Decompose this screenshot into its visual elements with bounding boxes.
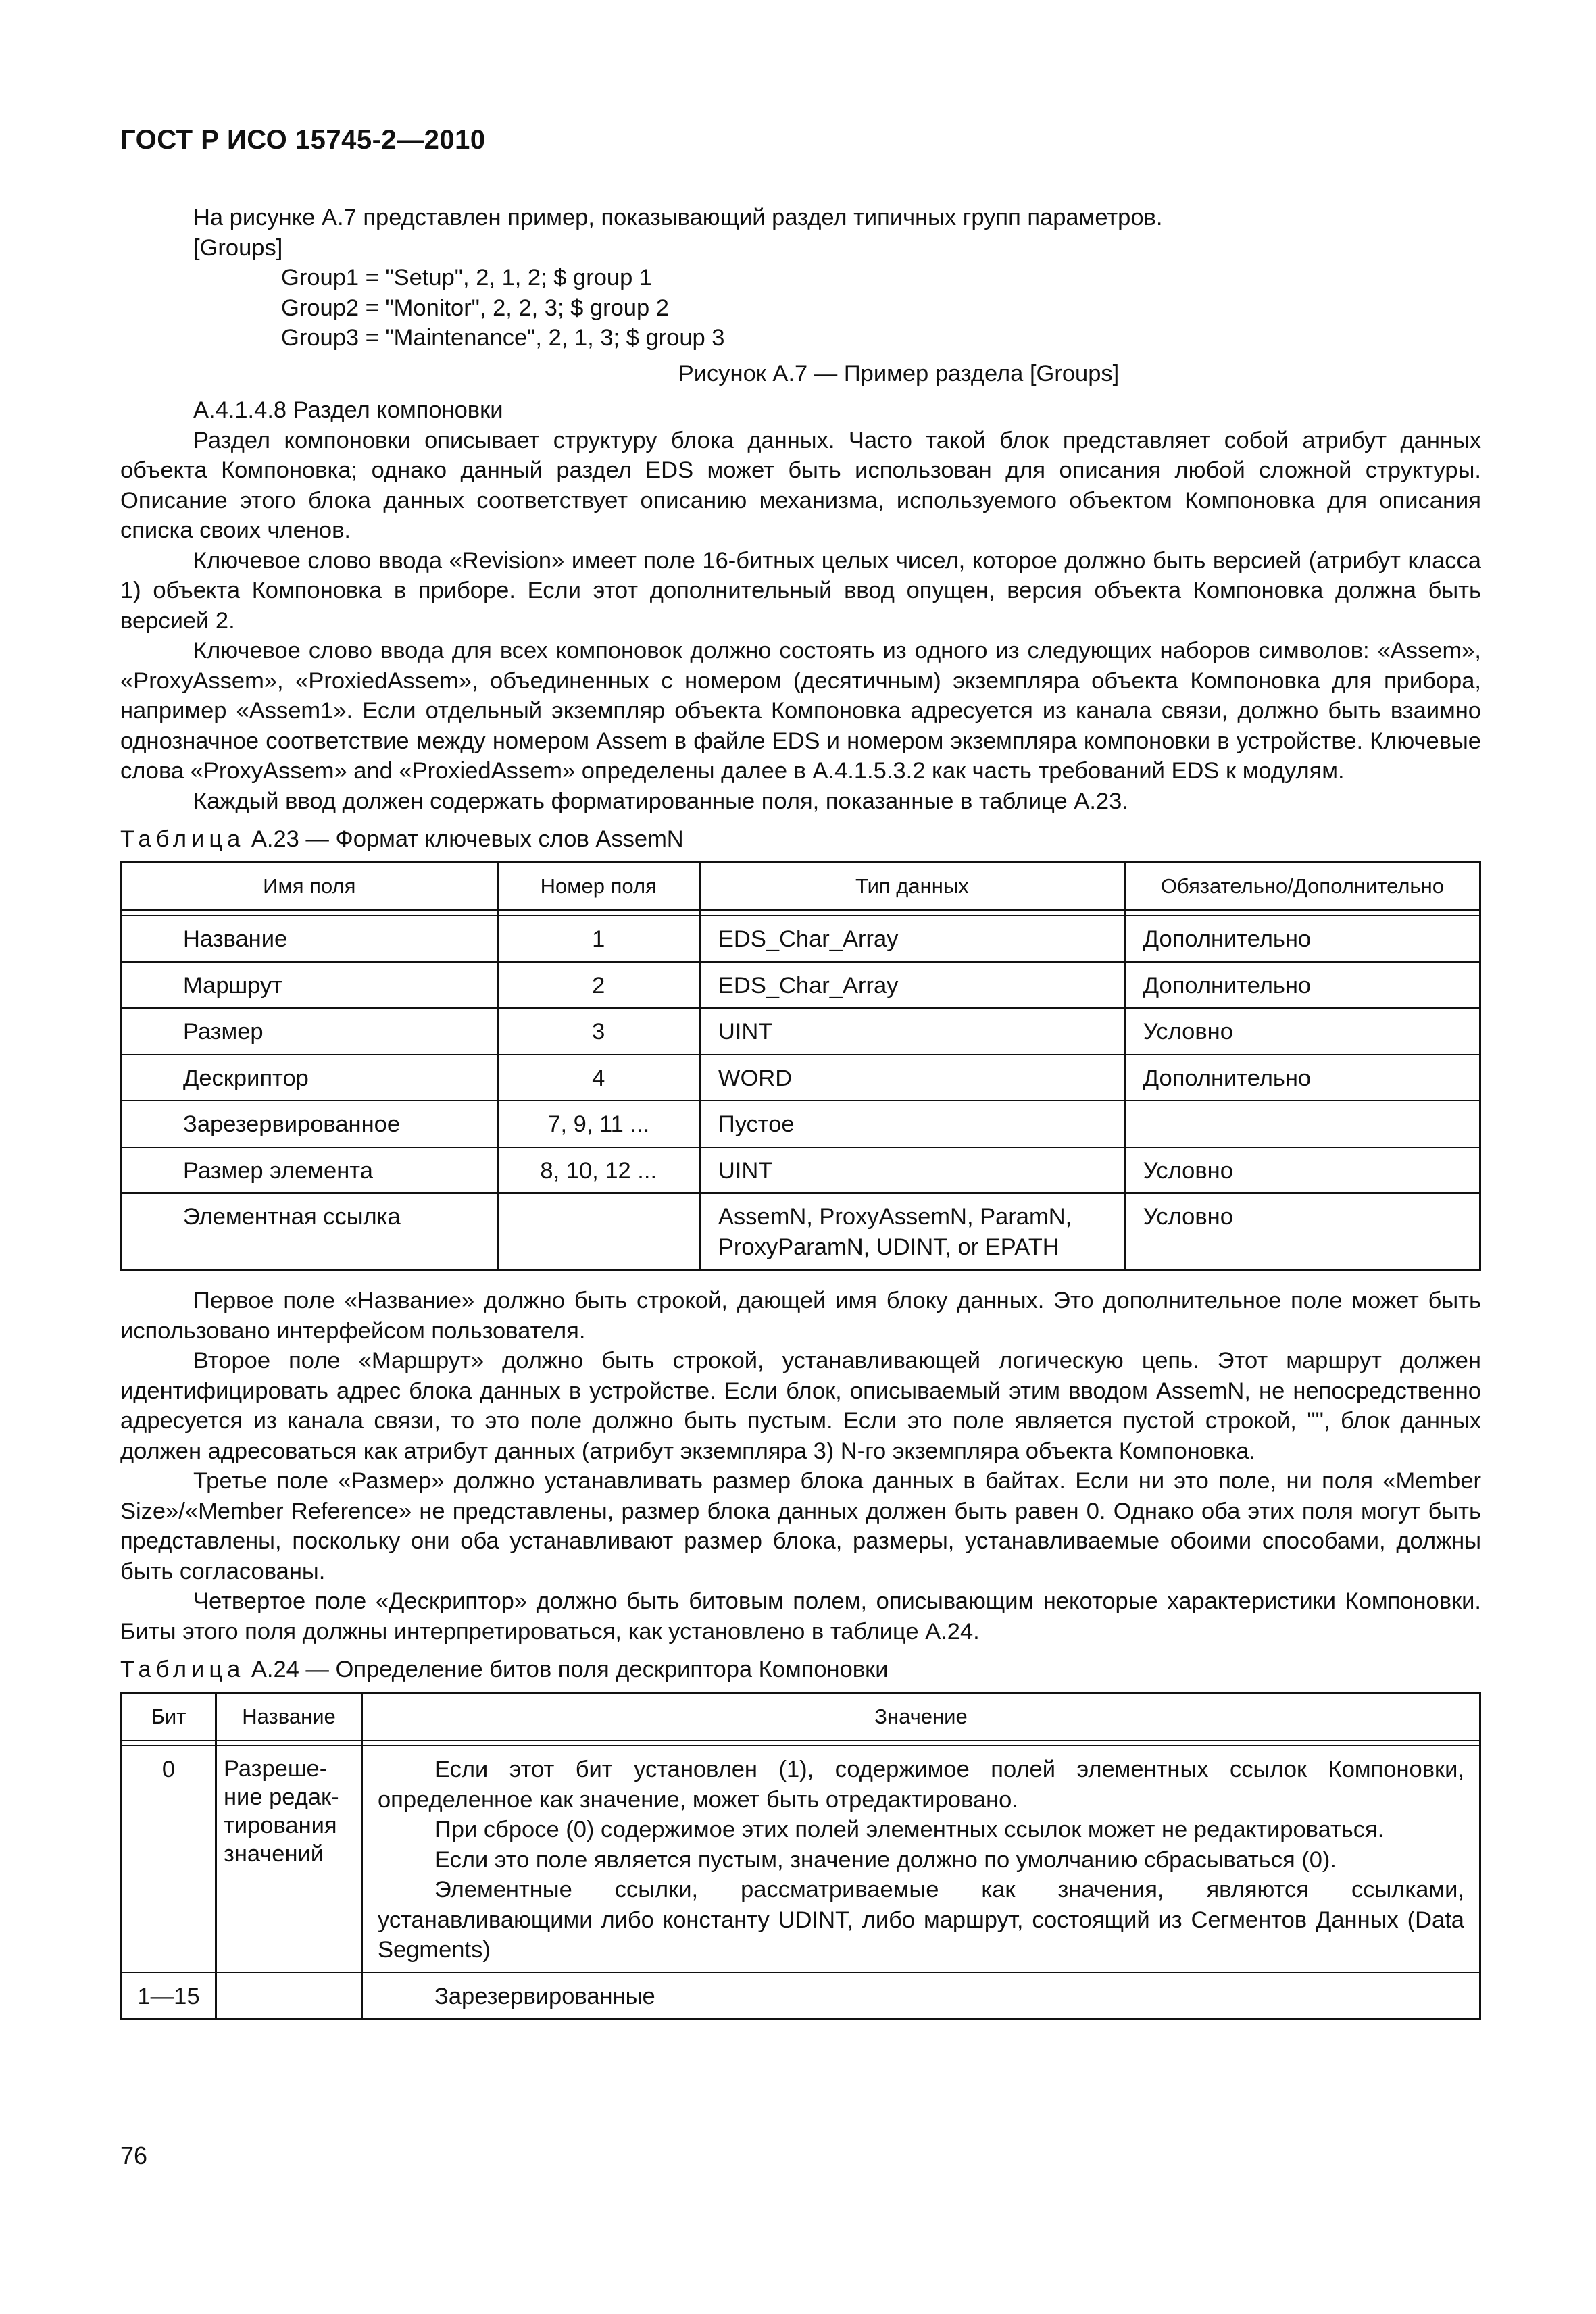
caption-text: А.24 — Определение битов поля дескриптора Компоновки xyxy=(251,1657,889,1682)
cell-bit-value xyxy=(362,1746,1480,1973)
cell-requirement: Условно xyxy=(1124,1008,1480,1055)
cell-requirement: Дополнительно xyxy=(1124,1055,1480,1101)
figure-caption: Рисунок А.7 — Пример раздела [Groups] xyxy=(678,360,1120,386)
page-content xyxy=(120,203,1481,2020)
cell-field-number: 2 xyxy=(497,962,699,1009)
cell-field-name: Зарезервированное xyxy=(122,1101,498,1147)
body-paragraph: Третье поле «Размер» должно устанавливать размер блока данных в байтах. Если ни это поле, ни поля «Member Size»/«Member Reference» не представлены, размер блока данных должен быть равен 0. Однако оба этих поля могут быть представлены, поскольку они оба устанавливают размер блока, размеры, устанавливаемые обоими способами, должны быть согласованы. xyxy=(120,1468,1481,1584)
cell-field-number xyxy=(497,1193,699,1270)
cell-requirement xyxy=(1124,1101,1480,1147)
value-line: Если этот бит установлен (1), содержимое полей элементных ссылок Компоновки, определенное как значение, может быть отредактировано. xyxy=(378,1757,1464,1813)
cell-field-number: 3 xyxy=(497,1008,699,1055)
table-a23 xyxy=(120,861,1481,1272)
caption-text: А.23 — Формат ключевых слов AssemN xyxy=(251,826,684,852)
caption-word: Таблица xyxy=(120,1657,245,1682)
table-a24-caption xyxy=(120,1655,1481,1685)
cell-data-type: Пустое xyxy=(699,1101,1124,1147)
table-row xyxy=(122,1746,1480,1973)
document-header: ГОСТ Р ИСО 15745-2—2010 xyxy=(120,125,486,155)
column-header: Обязательно/Дополнительно xyxy=(1124,862,1480,910)
cell-requirement: Условно xyxy=(1124,1147,1480,1194)
caption-word: Таблица xyxy=(120,826,245,852)
code-line-3: Group3 = "Maintenance", 2, 1, 3; $ group 3 xyxy=(281,325,725,351)
body-paragraph: Четвертое поле «Дескриптор» должно быть битовым полем, описывающим некоторые характеристики Компоновки. Биты этого поля должны интерпретироваться, как установлено в таблице А.24. xyxy=(120,1588,1481,1644)
table-row xyxy=(122,1055,1480,1101)
table-row xyxy=(122,915,1480,962)
body-paragraph: Второе поле «Маршрут» должно быть строкой, устанавливающей логическую цепь. Этот маршрут должен идентифицировать адрес блока данных в устройстве. Если блок, описываемый этим вводом AssemN, не непосредственно адресуется из канала связи, то это поле должно быть пустым. Если это поле является пустой строкой, "", блок данных должен адресоваться как атрибут данных (атрибут экземпляра 3) N-го экземпляра объекта Компоновка. xyxy=(120,1348,1481,1464)
table-a23-caption xyxy=(120,824,1481,855)
column-header: Название xyxy=(216,1692,362,1740)
cell-field-name: Размер xyxy=(122,1008,498,1055)
code-header: [Groups] xyxy=(193,234,283,261)
table-row xyxy=(122,1008,1480,1055)
section-paragraph: Ключевое слово ввода для всех компоновок должно состоять из одного из следующих наборов символов: «Assem», «ProxyAssem», «ProxiedAssem», объединенных с номером (десятичным) экземпляра объекта Компоновка для прибора, например «Assem1». Если отдельный экземпляр объекта Компоновка адресуется из канала связи, должно быть взаимно однозначное соответствие между номером Assem в файле EDS и номером экземпляра компоновки в устройстве. Ключевые слова «ProxyAssem» and «ProxiedAssem» определены далее в А.4.1.5.3.2 как часть требований EDS к модулям. xyxy=(120,638,1481,784)
table-row xyxy=(122,1193,1480,1270)
cell-field-name: Элементная ссылка xyxy=(122,1193,498,1270)
cell-field-name: Размер элемента xyxy=(122,1147,498,1194)
intro-text: На рисунке А.7 представлен пример, показывающий раздел типичных групп параметров. xyxy=(193,205,1163,230)
table-a24 xyxy=(120,1692,1481,2021)
cell-bit-name: Разреше-ние редак-тирования значений xyxy=(216,1746,362,1973)
section-paragraph: Раздел компоновки описывает структуру блока данных. Часто такой блок представляет собой атрибут данных объекта Компоновка; однако данный раздел EDS может быть использован для описания любой сложной структуры. Описание этого блока данных соответствует описанию механизма, используемого объектом Компоновка для описания списка своих членов. xyxy=(120,427,1481,543)
section-paragraph: Ключевое слово ввода «Revision» имеет поле 16-битных целых чисел, которое должно быть версией (атрибут класса 1) объекта Компоновка в приборе. Если этот дополнительный ввод опущен, версия объекта Компоновка должна быть версией 2. xyxy=(120,547,1481,634)
code-line-2: Group2 = "Monitor", 2, 2, 3; $ group 2 xyxy=(281,295,669,321)
cell-field-name: Маршрут xyxy=(122,962,498,1009)
table-row xyxy=(122,1973,1480,2019)
column-header: Значение xyxy=(362,1692,1480,1740)
value-line: Зарезервированные xyxy=(434,1983,655,2009)
value-line: Если это поле является пустым, значение должно по умолчанию сбрасываться (0). xyxy=(434,1846,1337,1873)
cell-field-number: 1 xyxy=(497,915,699,962)
body-paragraph: Первое поле «Название» должно быть строкой, дающей имя блоку данных. Это дополнительное поле может быть использовано интерфейсом пользователя. xyxy=(120,1288,1481,1344)
cell-field-number: 4 xyxy=(497,1055,699,1101)
cell-bit: 0 xyxy=(122,1746,216,1973)
value-line: При сбросе (0) содержимое этих полей элементных ссылок может не редактироваться. xyxy=(434,1817,1385,1842)
cell-data-type: UINT xyxy=(699,1008,1124,1055)
cell-field-name: Дескриптор xyxy=(122,1055,498,1101)
cell-data-type: AssemN, ProxyAssemN, ParamN, ProxyParamN, UDINT, or EPATH xyxy=(699,1193,1124,1270)
cell-bit-name xyxy=(216,1973,362,2019)
value-line: Элементные ссылки, рассматриваемые как значения, являются ссылками, устанавливающими либо константу UDINT, либо маршрут, состоящий из Сегментов Данных (Data Segments) xyxy=(378,1877,1464,1963)
section-paragraph: Каждый ввод должен содержать форматированные поля, показанные в таблице А.23. xyxy=(193,788,1128,814)
table-row xyxy=(122,1101,1480,1147)
cell-bit: 1—15 xyxy=(122,1973,216,2019)
cell-data-type: EDS_Char_Array xyxy=(699,915,1124,962)
code-line-1: Group1 = "Setup", 2, 1, 2; $ group 1 xyxy=(281,265,653,291)
cell-field-number: 7, 9, 11 ... xyxy=(497,1101,699,1147)
section-heading: А.4.1.4.8 Раздел компоновки xyxy=(193,397,503,423)
cell-requirement: Условно xyxy=(1124,1193,1480,1270)
cell-data-type: UINT xyxy=(699,1147,1124,1194)
cell-data-type: WORD xyxy=(699,1055,1124,1101)
page-number: 76 xyxy=(120,2142,148,2169)
cell-requirement: Дополнительно xyxy=(1124,915,1480,962)
cell-field-number: 8, 10, 12 ... xyxy=(497,1147,699,1194)
column-header: Тип данных xyxy=(699,862,1124,910)
cell-field-name: Название xyxy=(122,915,498,962)
column-header: Номер поля xyxy=(497,862,699,910)
table-row xyxy=(122,962,1480,1009)
column-header: Имя поля xyxy=(122,862,498,910)
cell-bit-value xyxy=(362,1973,1480,2019)
cell-requirement: Дополнительно xyxy=(1124,962,1480,1009)
column-header: Бит xyxy=(122,1692,216,1740)
cell-data-type: EDS_Char_Array xyxy=(699,962,1124,1009)
table-row xyxy=(122,1147,1480,1194)
